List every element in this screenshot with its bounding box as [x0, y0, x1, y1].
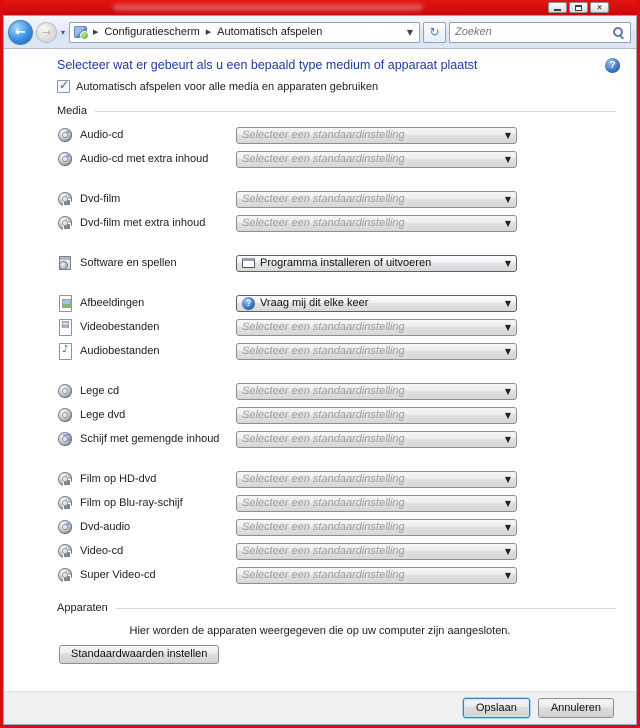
media-row: [57, 315, 616, 339]
devices-section-header: [57, 602, 616, 614]
media-type-label: Audiobestanden: [80, 345, 160, 357]
dropdown-arrow-icon: ▼: [504, 258, 511, 268]
redacted-title-text: [113, 4, 423, 11]
hddvd-disc-icon: [57, 471, 73, 487]
video-cd-icon: [57, 543, 73, 559]
autoplay-action-select[interactable]: [236, 495, 517, 512]
autoplay-action-select[interactable]: [236, 567, 517, 584]
control-panel-icon: [74, 26, 87, 38]
selected-action-text: Selecteer een standaardinstelling: [242, 569, 405, 581]
media-row-label-group: [57, 383, 236, 399]
autoplay-checkbox[interactable]: [57, 80, 70, 93]
autoplay-action-select[interactable]: [236, 519, 517, 536]
autoplay-action-select[interactable]: [236, 255, 517, 272]
selected-action-text: Selecteer een standaardinstelling: [242, 473, 405, 485]
checkmark-icon: ✓: [59, 78, 70, 92]
media-row-label-group: [57, 567, 236, 583]
video-file-icon: [57, 319, 73, 335]
maximize-icon: [575, 5, 582, 11]
dropdown-arrow-icon: ▼: [504, 194, 511, 204]
media-type-label: Afbeeldingen: [80, 297, 145, 309]
media-type-label: Dvd-audio: [80, 521, 131, 533]
title-bar: [3, 0, 637, 15]
media-row: [57, 339, 616, 363]
media-row: [57, 563, 616, 587]
question-icon: ?: [242, 297, 255, 310]
section-divider: [95, 111, 616, 112]
autoplay-action-select[interactable]: [236, 319, 517, 336]
dropdown-arrow-icon: ▼: [504, 346, 511, 356]
dropdown-arrow-icon: ▼: [504, 322, 511, 332]
media-type-label: Schijf met gemengde inhoud: [80, 433, 220, 445]
super-video-cd-icon: [57, 567, 73, 583]
dropdown-arrow-icon: ▼: [504, 522, 511, 532]
media-row: [57, 491, 616, 515]
breadcrumb-control-panel[interactable]: Configuratiescherm: [104, 26, 200, 38]
autoplay-action-select[interactable]: [236, 343, 517, 360]
media-type-label: Audio-cd: [80, 129, 124, 141]
media-row-label-group: [57, 255, 236, 271]
media-row-label-group: [57, 151, 236, 167]
audio-cd-icon: [57, 151, 73, 167]
page-title: Selecteer wat er gebeurt als u een bepaald type medium of apparaat plaatst: [57, 58, 478, 72]
media-type-label: Videobestanden: [80, 321, 160, 333]
devices-note: Hier worden de apparaten weergegeven die op uw computer zijn aangesloten.: [129, 625, 511, 637]
media-rows: [57, 123, 616, 587]
media-type-label: Audio-cd met extra inhoud: [80, 153, 209, 165]
media-row: [57, 379, 616, 403]
blank-dvd-icon: [57, 407, 73, 423]
close-button[interactable]: [590, 2, 609, 13]
back-button[interactable]: ←: [8, 20, 33, 45]
selected-action-text: Selecteer een standaardinstelling: [242, 217, 405, 229]
breadcrumb-arrow-icon: ▶: [205, 28, 212, 36]
search-box[interactable]: [449, 22, 631, 43]
autoplay-action-select[interactable]: [236, 215, 517, 232]
autoplay-action-select[interactable]: [236, 191, 517, 208]
media-row: [57, 515, 616, 539]
media-type-label: Film op Blu-ray-schijf: [80, 497, 183, 509]
dropdown-arrow-icon: ▼: [504, 410, 511, 420]
media-row: [57, 187, 616, 211]
autoplay-action-select[interactable]: [236, 543, 517, 560]
selected-action-text: Selecteer een standaardinstelling: [242, 321, 405, 333]
autoplay-action-select[interactable]: [236, 127, 517, 144]
autoplay-checkbox-label: Automatisch afspelen voor alle media en apparaten gebruiken: [76, 80, 379, 93]
forward-button[interactable]: →: [36, 22, 57, 43]
dvd-disc-icon: [57, 215, 73, 231]
dropdown-arrow-icon: ▼: [504, 386, 511, 396]
selected-action-text: Selecteer een standaardinstelling: [242, 521, 405, 533]
selected-action-text: Vraag mij dit elke keer: [260, 297, 369, 309]
maximize-button[interactable]: [569, 2, 588, 13]
selected-action-text: Programma installeren of uitvoeren: [260, 257, 432, 269]
dropdown-arrow-icon: ▼: [504, 546, 511, 556]
blank-cd-icon: [57, 383, 73, 399]
section-divider: [116, 608, 616, 609]
bluray-disc-icon: [57, 495, 73, 511]
selected-action-text: Selecteer een standaardinstelling: [242, 193, 405, 205]
selected-action-text: Selecteer een standaardinstelling: [242, 129, 405, 141]
window-controls: [548, 2, 609, 13]
search-icon[interactable]: [612, 26, 625, 39]
media-row-label-group: [57, 127, 236, 143]
dvd-disc-icon: [57, 191, 73, 207]
devices-section-label: Apparaten: [57, 602, 108, 614]
breadcrumb-autoplay[interactable]: Automatisch afspelen: [217, 26, 323, 38]
reset-defaults-button[interactable]: Standaardwaarden instellen: [59, 645, 219, 664]
dvd-audio-icon: [57, 519, 73, 535]
media-row: [57, 211, 616, 235]
media-type-label: Lege dvd: [80, 409, 126, 421]
recent-pages-chevron-icon[interactable]: ▾: [61, 27, 66, 37]
media-type-label: Film op HD-dvd: [80, 473, 157, 485]
media-row: [57, 251, 616, 275]
dropdown-arrow-icon: ▼: [504, 570, 511, 580]
refresh-button[interactable]: ↻: [423, 22, 446, 43]
selected-action-text: Selecteer een standaardinstelling: [242, 345, 405, 357]
media-section-header: [57, 105, 616, 117]
selected-action-text: Selecteer een standaardinstelling: [242, 409, 405, 421]
close-icon: ×: [597, 2, 602, 12]
autoplay-action-select[interactable]: [236, 383, 517, 400]
autoplay-action-select[interactable]: [236, 407, 517, 424]
media-type-label: Super Video-cd: [80, 569, 156, 581]
media-row-label-group: [57, 407, 236, 423]
selected-action-text: Selecteer een standaardinstelling: [242, 385, 405, 397]
dropdown-arrow-icon: ▼: [504, 130, 511, 140]
media-row: [57, 539, 616, 563]
media-section-label: Media: [57, 105, 87, 117]
media-type-label: Dvd-film: [80, 193, 121, 205]
media-row-label-group: [57, 471, 236, 487]
media-row: [57, 147, 616, 171]
media-type-label: Software en spellen: [80, 257, 177, 269]
minimize-button[interactable]: [548, 2, 567, 13]
autoplay-action-select[interactable]: [236, 295, 517, 312]
footer-bar: [4, 691, 636, 724]
dropdown-arrow-icon: ▼: [504, 434, 511, 444]
audio-file-icon: [57, 343, 73, 359]
dropdown-arrow-icon: ▼: [504, 474, 511, 484]
autoplay-action-select[interactable]: [236, 471, 517, 488]
media-row-label-group: [57, 215, 236, 231]
selected-action-text: Selecteer een standaardinstelling: [242, 497, 405, 509]
media-row: [57, 427, 616, 451]
image-file-icon: [57, 295, 73, 311]
media-type-label: Lege cd: [80, 385, 120, 397]
window-frame: [3, 15, 637, 725]
window-icon: [242, 258, 255, 268]
media-row-label-group: [57, 191, 236, 207]
audio-cd-icon: [57, 127, 73, 143]
software-box-icon: [57, 255, 73, 271]
media-row-label-group: [57, 295, 236, 311]
dropdown-arrow-icon: ▼: [504, 298, 511, 308]
help-icon[interactable]: ?: [605, 58, 620, 73]
mixed-disc-icon: [57, 431, 73, 447]
media-row-label-group: [57, 495, 236, 511]
selected-action-text: Selecteer een standaardinstelling: [242, 545, 405, 557]
media-row-label-group: [57, 519, 236, 535]
autoplay-action-select[interactable]: [236, 151, 517, 168]
navigation-bar: [4, 16, 636, 49]
media-row: [57, 123, 616, 147]
save-button[interactable]: Opslaan: [463, 698, 530, 718]
autoplay-action-select[interactable]: [236, 431, 517, 448]
selected-action-text: Selecteer een standaardinstelling: [242, 433, 405, 445]
address-bar[interactable]: [69, 22, 420, 43]
media-row-label-group: [57, 319, 236, 335]
media-row-label-group: [57, 543, 236, 559]
media-row: [57, 291, 616, 315]
media-type-label: Video-cd: [80, 545, 124, 557]
autoplay-checkbox-row: [57, 80, 616, 93]
page-content: [4, 49, 636, 691]
media-row: [57, 403, 616, 427]
minimize-icon: [554, 9, 561, 11]
dropdown-arrow-icon: ▼: [504, 218, 511, 228]
dropdown-arrow-icon: ▼: [504, 154, 511, 164]
search-input[interactable]: [455, 26, 612, 38]
media-row-label-group: [57, 431, 236, 447]
selected-action-text: Selecteer een standaardinstelling: [242, 153, 405, 165]
address-dropdown-icon[interactable]: ▼: [406, 27, 413, 37]
breadcrumb-arrow-icon: ▶: [93, 28, 99, 36]
media-type-label: Dvd-film met extra inhoud: [80, 217, 206, 229]
media-row: [57, 467, 616, 491]
cancel-button[interactable]: Annuleren: [538, 698, 614, 718]
media-row-label-group: [57, 343, 236, 359]
dropdown-arrow-icon: ▼: [504, 498, 511, 508]
